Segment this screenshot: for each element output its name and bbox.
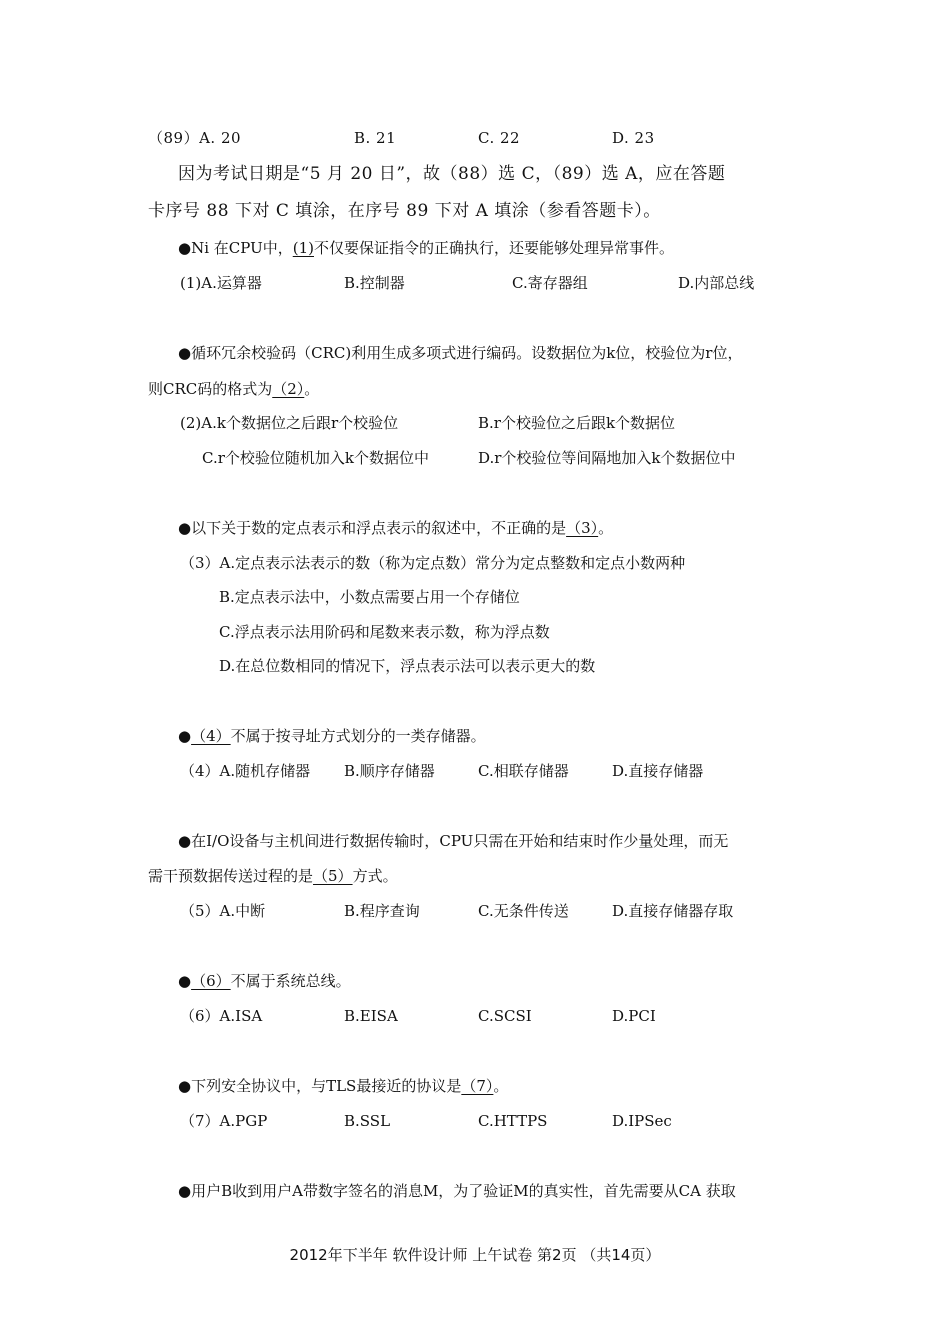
q89-option-b: B. 21 xyxy=(354,129,397,147)
q2-option-d: D.r个校验位等间隔地加入k个数据位中 xyxy=(478,449,736,467)
q2-option-b: B.r个校验位之后跟k个数据位 xyxy=(478,414,676,432)
q3-option-b: B.定点表示法中，小数点需要占用一个存储位 xyxy=(219,588,520,606)
q3-option-c: C.浮点表示法用阶码和尾数来表示数，称为浮点数 xyxy=(219,623,550,641)
q2-stem-line1: ●循环冗余校验码（CRC)利用生成多项式进行编码。设数据位为k位，校验位为r位， xyxy=(178,344,743,362)
q7-option-d: D.IPSec xyxy=(612,1112,672,1130)
q5-blank: （5） xyxy=(313,867,353,885)
q1-stem xyxy=(178,238,674,258)
q2-blank: （2） xyxy=(272,380,305,398)
q3-option-d: D.在总位数相同的情况下，浮点表示法可以表示更大的数 xyxy=(219,657,596,675)
q5-stem-line2-pre: 需干预数据传送过程的是 xyxy=(148,867,314,885)
q1-stem-post: 不仅要保证指令的正确执行，还要能够处理异常事件。 xyxy=(313,239,674,257)
q2-stem-line2 xyxy=(148,379,319,399)
q6-option-c: C.SCSI xyxy=(478,1007,532,1025)
q6-option-b: B.EISA xyxy=(344,1007,398,1025)
q89-option-d: D. 23 xyxy=(612,129,655,147)
q5-option-d: D.直接存储器存取 xyxy=(612,902,734,920)
q5-stem-line2-post: 方式。 xyxy=(352,867,398,885)
q5-stem-line2 xyxy=(148,866,398,886)
q4-stem xyxy=(178,726,486,746)
q7-stem xyxy=(178,1076,508,1096)
q6-stem xyxy=(178,971,351,991)
q2-option-a: (2)A.k个数据位之后跟r个校验位 xyxy=(180,414,399,432)
q6-blank: （6） xyxy=(191,972,231,990)
q6-stem-post: 不属于系统总线。 xyxy=(230,972,351,990)
intro-paragraph-line1: 因为考试日期是“5 月 20 日”，故（88）选 C，（89）选 A，应在答题 xyxy=(178,164,726,184)
q7-blank: （7） xyxy=(461,1077,494,1095)
q7-option-b: B.SSL xyxy=(344,1112,391,1130)
q7-stem-post: 。 xyxy=(493,1077,509,1095)
q5-option-b: B.程序查询 xyxy=(344,902,420,920)
q4-option-a: （4）A.随机存储器 xyxy=(180,762,311,780)
q89-option-a: （89）A. 20 xyxy=(148,129,242,147)
q3-stem-post: 。 xyxy=(598,519,614,537)
q6-stem-pre: ● xyxy=(178,972,192,990)
q3-blank: （3） xyxy=(566,519,599,537)
q7-stem-pre: ●下列安全协议中，与TLS最接近的协议是 xyxy=(178,1077,462,1095)
q1-option-c: C.寄存器组 xyxy=(512,274,588,292)
q5-option-c: C.无条件传送 xyxy=(478,902,569,920)
q4-option-d: D.直接存储器 xyxy=(612,762,704,780)
q1-option-a: (1)A.运算器 xyxy=(180,274,262,292)
q1-option-b: B.控制器 xyxy=(344,274,405,292)
q4-stem-pre: ● xyxy=(178,727,192,745)
q4-option-b: B.顺序存储器 xyxy=(344,762,435,780)
q1-option-d: D.内部总线 xyxy=(678,274,755,292)
q6-option-d: D.PCI xyxy=(612,1007,656,1025)
q2-option-c: C.r个校验位随机加入k个数据位中 xyxy=(202,449,429,467)
q5-stem-line1: ●在I/O设备与主机间进行数据传输时，CPU只需在开始和结束时作少量处理，而无 xyxy=(178,832,729,850)
q89-option-c: C. 22 xyxy=(478,129,521,147)
q3-stem xyxy=(178,518,613,538)
q5-option-a: （5）A.中断 xyxy=(180,902,266,920)
q3-option-a: （3）A.定点表示法表示的数（称为定点数）常分为定点整数和定点小数两种 xyxy=(180,554,686,572)
q6-option-a: （6）A.ISA xyxy=(180,1007,263,1025)
q2-stem-line2-post: 。 xyxy=(304,380,320,398)
q4-stem-post: 不属于按寻址方式划分的一类存储器。 xyxy=(230,727,486,745)
q1-stem-pre: ●Ni 在CPU中， xyxy=(178,239,293,257)
q7-option-a: （7）A.PGP xyxy=(180,1112,268,1130)
q4-option-c: C.相联存储器 xyxy=(478,762,569,780)
intro-paragraph-line2: 卡序号 88 下对 C 填涂，在序号 89 下对 A 填涂（参看答题卡）。 xyxy=(148,201,661,221)
page-footer: 2012年下半年 软件设计师 上午试卷 第2页 （共14页） xyxy=(289,1246,661,1264)
q1-blank: (1) xyxy=(292,239,314,257)
q8-stem-line1: ●用户B收到用户A带数字签名的消息M，为了验证M的真实性，首先需要从CA 获取 xyxy=(178,1182,736,1200)
q3-stem-pre: ●以下关于数的定点表示和浮点表示的叙述中，不正确的是 xyxy=(178,519,567,537)
q4-blank: （4） xyxy=(191,727,231,745)
q7-option-c: C.HTTPS xyxy=(478,1112,548,1130)
q2-stem-line2-pre: 则CRC码的格式为 xyxy=(148,380,273,398)
